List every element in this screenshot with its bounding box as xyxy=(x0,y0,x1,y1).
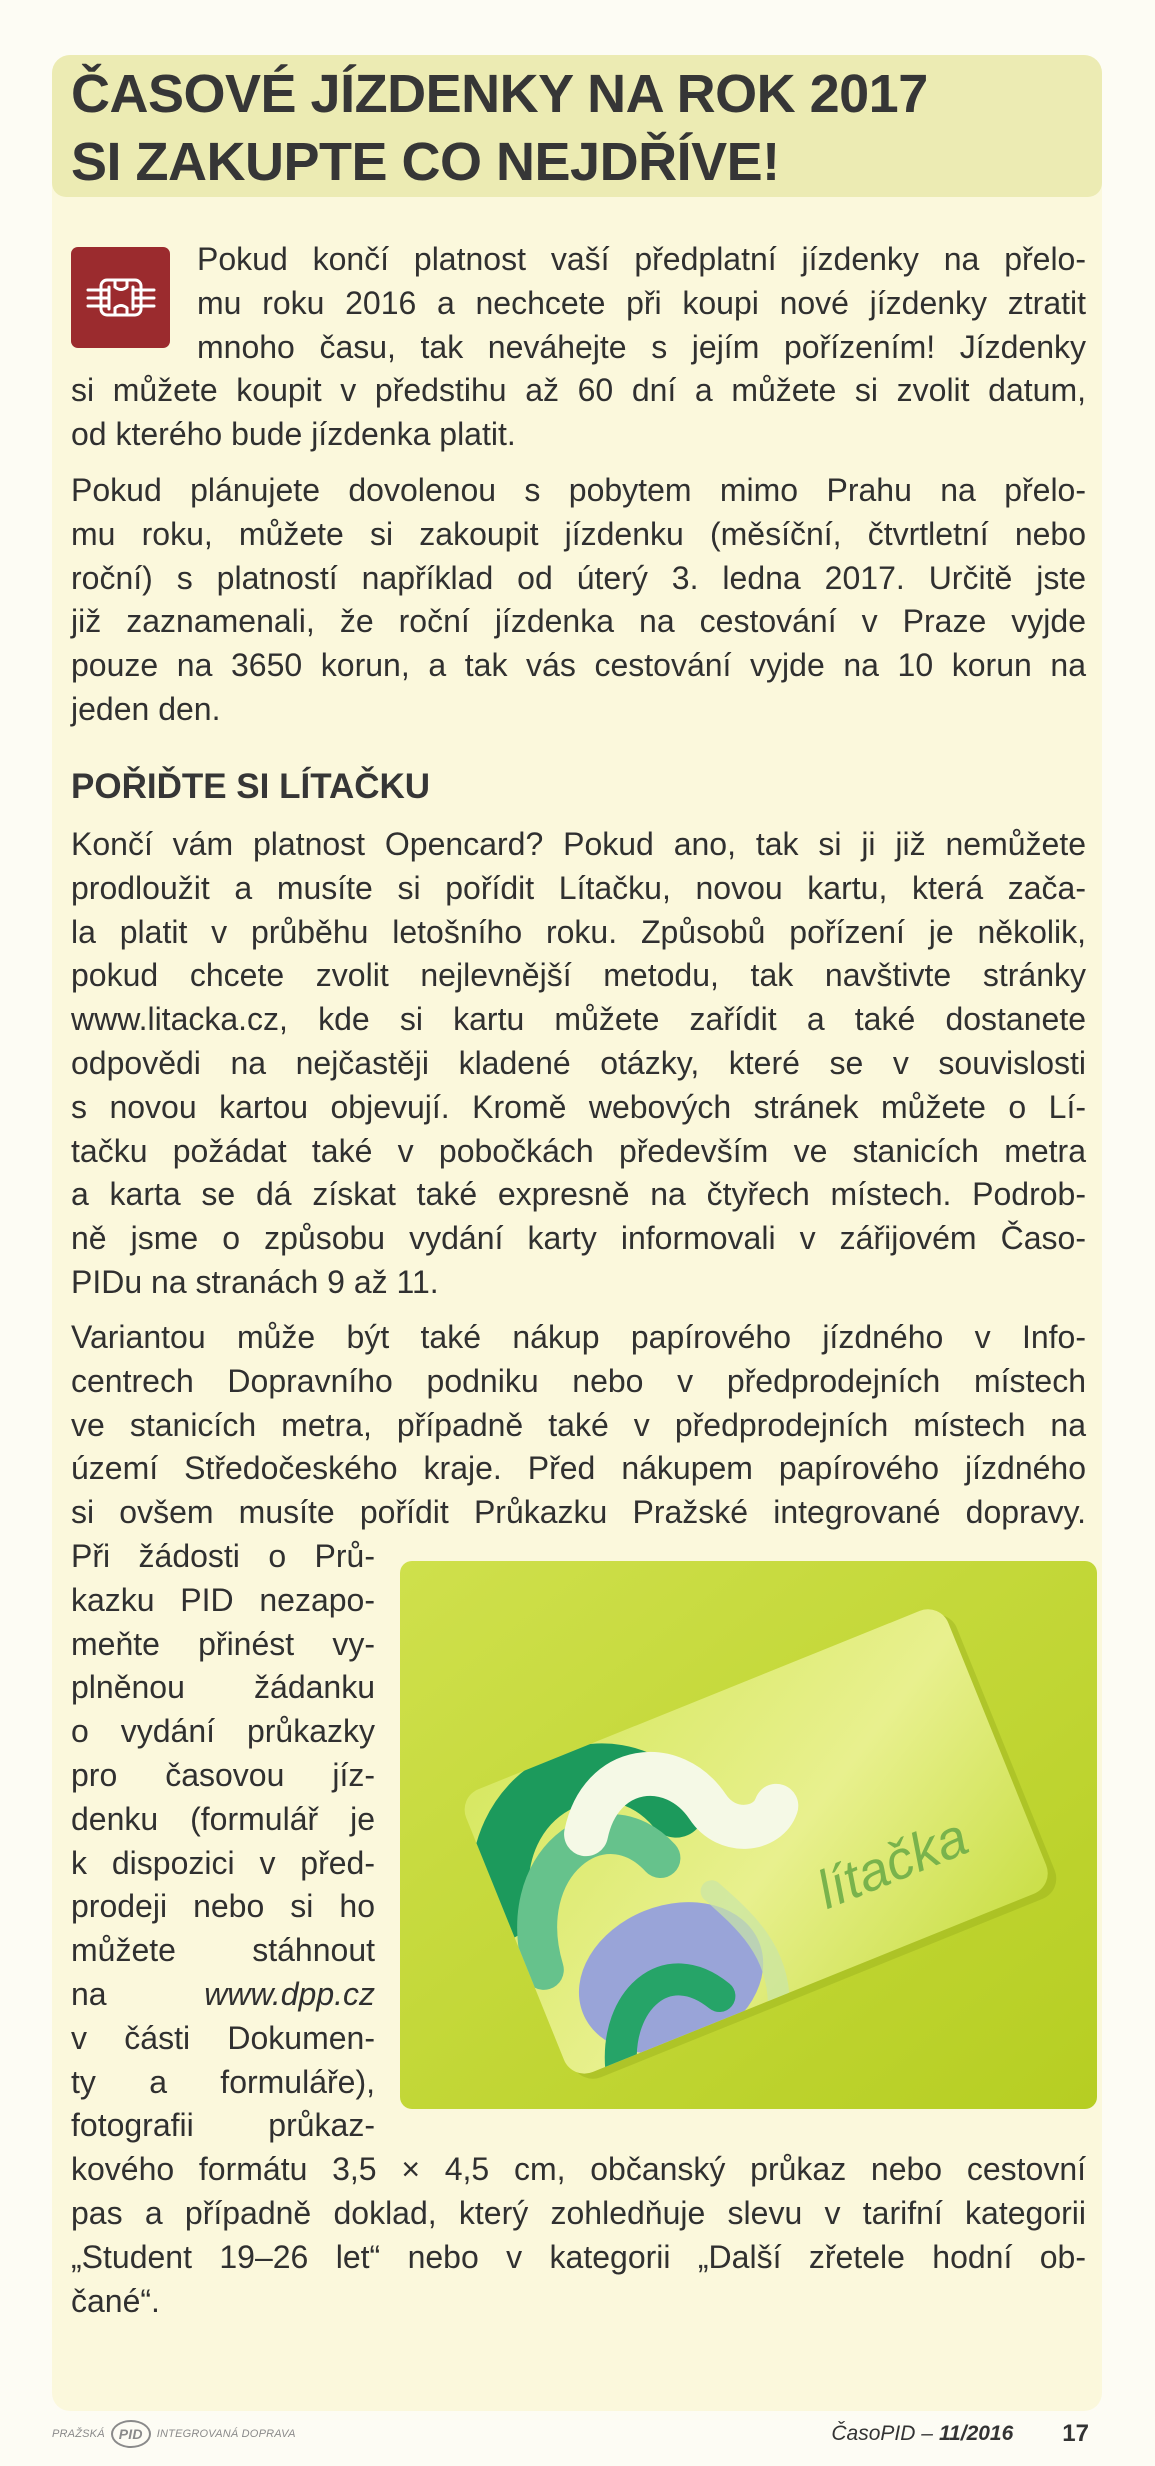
card-logo-text: lítačka xyxy=(808,1806,976,1921)
text-line: centrech Dopravního podniku nebo v předprodejních místech xyxy=(71,1362,1086,1399)
text-line: pouze na 3650 korun, a tak vás cestování vyjde na 10 korun na xyxy=(71,647,1086,684)
text-line: již zaznamenali, že roční jízdenka na cestování v Praze vyjde xyxy=(71,603,1086,640)
text-line: denku (formulář je xyxy=(71,1800,375,1837)
text-line: mu roku 2016 a nechcete při koupi nové jízdenky ztratit xyxy=(197,284,1086,321)
magazine-name: ČasoPID – xyxy=(831,2422,933,2445)
text-line: si ovšem musíte pořídit Průkazku Pražské integrované dopravy. xyxy=(71,1494,1086,1531)
text-line: o vydání průkazky xyxy=(71,1713,375,1750)
text-line: v části Dokumen- xyxy=(71,2019,375,2056)
title-line: ČASOVÉ JÍZDENKY NA ROK 2017 xyxy=(71,64,928,124)
litacka-card-photo xyxy=(400,1561,1097,2109)
text-line: k dispozici v před- xyxy=(71,1844,375,1881)
org-name-right: INTEGROVANÁ DOPRAVA xyxy=(156,2428,296,2440)
text-line: jeden den. xyxy=(71,690,221,727)
text-line: mu roku, můžete si zakoupit jízdenku (měsíční, čtvrtletní nebo xyxy=(71,515,1086,552)
dpp-link[interactable]: www.dpp.cz xyxy=(204,1975,375,2012)
paragraph-intro xyxy=(71,238,1086,457)
text-line: Pokud plánujete dovolenou s pobytem mimo Prahu na přelo- xyxy=(71,472,1086,508)
text-line: odpovědi na nejčastěji kladené otázky, které se v souvislosti xyxy=(71,1044,1086,1081)
publisher-logo xyxy=(52,2418,296,2450)
text-line: ně jsme o způsobu vydání karty informovali v zářijovém Časo- xyxy=(71,1220,1086,1257)
page-footer xyxy=(831,2416,1089,2452)
org-name-left: PRAŽSKÁ xyxy=(52,2428,105,2440)
text-line: prodeji nebo si ho xyxy=(71,1888,375,1925)
text-line: čané“. xyxy=(71,2282,160,2319)
title-line: SI ZAKUPTE CO NEJDŘÍVE! xyxy=(71,132,780,192)
text-line: s novou kartou objevují. Kromě webových stránek můžete o Lí- xyxy=(71,1088,1086,1125)
text-line: pokud chcete zvolit nejlevnější metodu, tak navštivte stránky xyxy=(71,957,1086,994)
issue-number: 11/2016 xyxy=(938,2422,1014,2445)
text-line: plněnou žádanku xyxy=(71,1669,375,1706)
paragraph-holiday xyxy=(71,469,1086,732)
text-line: pro časovou jíz- xyxy=(71,1756,375,1793)
text-line: PIDu na stranách 9 až 11. xyxy=(71,1263,439,1300)
text-line: www.litacka.cz, kde si kartu můžete zařídit a také dostanete xyxy=(71,1001,1086,1038)
text-line: území Středočeského kraje. Před nákupem papírového jízdného xyxy=(71,1450,1086,1487)
text-line: pas a případně doklad, který zohledňuje slevu v tarifní kategorii xyxy=(71,2194,1086,2231)
text-line: si můžete koupit v předstihu až 60 dní a můžete si zvolit datum, xyxy=(71,372,1086,409)
text-line: od kterého bude jízdenka platit. xyxy=(71,416,516,453)
text-line: Končí vám platnost Opencard? Pokud ano, tak si ji již nemůžete xyxy=(71,826,1086,862)
text-fragment: na xyxy=(71,1975,107,2012)
pid-logo-icon: PID xyxy=(111,2420,151,2448)
text-line: la platit v průběhu letošního roku. Způsobů pořízení je několik, xyxy=(71,913,1086,950)
text-line: ve stanicích metra, případně také v předprodejních místech na xyxy=(71,1406,1086,1443)
text-line: Při žádosti o Prů- xyxy=(71,1537,375,1574)
section-heading: POŘIĎTE SI LÍTAČKU xyxy=(71,767,431,806)
text-line: Variantou může být také nákup papírového jízdného v Info- xyxy=(71,1319,1086,1355)
text-line: prodloužit a musíte si pořídit Lítačku, novou kartu, která zača- xyxy=(71,869,1086,906)
text-line: můžete stáhnout xyxy=(71,1932,375,1969)
text-line: a karta se dá získat také expresně na čtyřech místech. Podrob- xyxy=(71,1176,1086,1213)
text-line: kazku PID nezapo- xyxy=(71,1581,375,1618)
text-line: ty a formuláře), xyxy=(71,2063,375,2100)
text-line: fotografii průkaz- xyxy=(71,2107,375,2144)
text-line: roční) s platností například od úterý 3. ledna 2017. Určitě jste xyxy=(71,559,1086,596)
text-line: kového formátu 3,5 × 4,5 cm, občanský průkaz nebo cestovní xyxy=(71,2151,1086,2188)
text-line: Pokud končí platnost vaší předplatní jízdenky na přelo- xyxy=(197,241,1086,277)
text-line: tačku požádat také v pobočkách především ve stanicích metra xyxy=(71,1132,1086,1169)
page-number: 17 xyxy=(1062,2420,1089,2447)
text-line: „Student 19–26 let“ nebo v kategorii „Další zřetele hodní ob- xyxy=(71,2238,1086,2275)
article-title xyxy=(71,60,928,196)
text-line: mnoho času, tak neváhejte s jejím pořízením! Jízdenky xyxy=(197,328,1086,365)
text-line xyxy=(71,1973,375,2017)
paragraph-litacka xyxy=(71,823,1086,1305)
text-line: meňte přinést vy- xyxy=(71,1625,375,1662)
